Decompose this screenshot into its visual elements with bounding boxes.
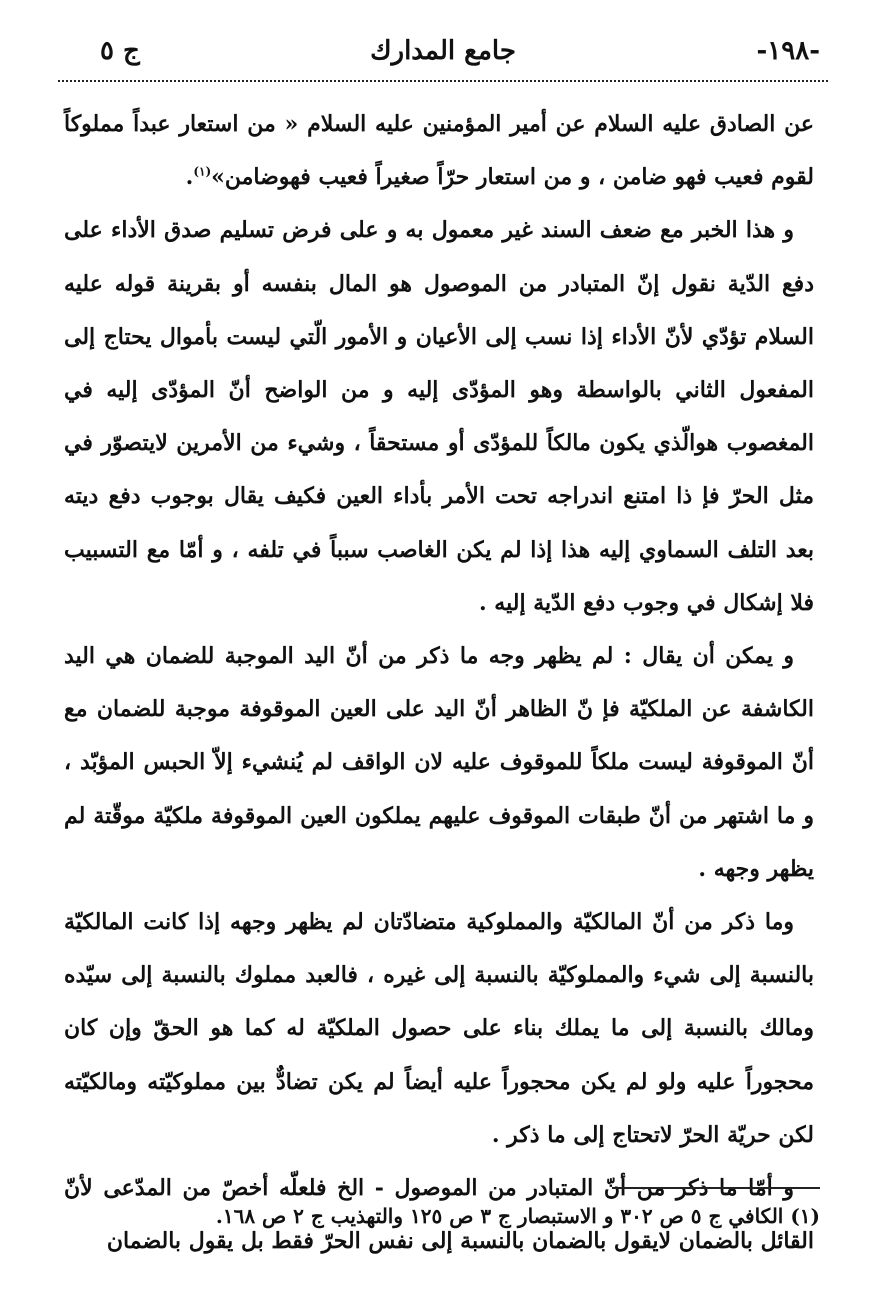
paragraph-3-text: و يمكن أن يقال : لم يظهر وجه ما ذكر من أنّ اليد الموجبة للضمان هي اليد الكاشفة عن الملكيّة فإ نّ الظاهر أنّ اليد على العين الموقوفة موجبة للضمان مع أنّ الموقوفة ليست ملكاً للموقوف عليه لان الواقف لم يُنشيء إلاّ الحبس المؤبّد ، و ما اشتهر من أنّ طبقات الموقوف عليهم يملكون العين الموقوفة ملكيّة موقّتة لم يظهر وجهه .	[64, 643, 814, 882]
paragraph-5-text: و أمّا ما ذكر من أنّ المتبادر من الموصول - الخ فلعلّه أخصّ من المدّعى لأنّ القائل بالضمان لايقول بالضمان بالنسبة إلى نفس الحرّ فقط بل يقول بالضمان	[64, 1175, 814, 1255]
paragraph-1-text: عن الصادق عليه السلام عن أمير المؤمنين عليه السلام « من استعار عبداً مملوكاً لقوم فعيب فهو ضامن ، و من استعار حرّاً صغيراً فعيب فهوضامن»	[64, 111, 814, 191]
volume-label: ج ٥	[100, 36, 140, 66]
paragraph-2	[64, 204, 814, 630]
footnote-reference: (١)	[193, 164, 212, 179]
paragraph-3	[64, 630, 814, 896]
paragraph-1: عن الصادق عليه السلام عن أمير المؤمنين عليه السلام « من استعار عبداً مملوكاً لقوم فعيب فهو ضامن ، و من استعار حرّاً صغيراً فعيب فهوضامن»$^{(١)}$.	[64, 111, 814, 191]
footnote-divider	[612, 1187, 820, 1189]
paragraph-4-text: وما ذكر من أنّ المالكيّة والمملوكية متضادّتان لم يظهر وجهه إذا كانت المالكيّة بالنسبة إلى شيء والمملوكيّة بالنسبة إلى غيره ، فالعبد مملوك بالنسبة إلى سيّده ومالك بالنسبة إلى ما يملك بناء على حصول الملكيّة له كما هو الحقّ وإن كان محجوراً عليه ولو لم يكن محجوراً عليه أيضاً لم يكن تضادٌّ بين مملوكيّته ومالكيّته لكن حريّة الحرّ لاتحتاج إلى ما ذكر .	[64, 909, 814, 1148]
page-number: -١٩٨-	[756, 36, 820, 66]
footnote: (١) الكافي ج ٥ ص ٣٠٢ و الاستبصار ج ٣ ص ١٢٥ والتهذيب ج ٢ ص ١٦٨.	[215, 1204, 820, 1228]
book-title: جامع المدارك	[370, 36, 516, 66]
page-header	[60, 28, 826, 76]
main-text	[64, 98, 814, 1268]
paragraph-2-text: و هذا الخبر مع ضعف السند غير معمول به و على فرض تسليم صدق الأداء على دفع الدّية نقول إنّ المتبادر من الموصول هو المال بنفسه أو بقرينة قوله عليه السلام تؤدّي لأنّ الأداء إذا نسب إلى الأعيان و الأمور الّتي ليست بأموال يحتاج إلى المفعول الثاني بالواسطة وهو المؤدّى إليه و من الواضح أنّ المؤدّى إليه في المغصوب هوالّذي يكون مالكاً للمؤدّى أو مستحقاً ، وشيء من الأمرين لايتصوّر في مثل الحرّ فإ ذا امتنع اندراجه تحت الأمر بأداء العين فكيف يقال بوجوب دفع ديته بعد التلف السماوي إليه هذا إذا لم يكن الغاصب سبباً في تلفه ، و أمّا مع التسبيب فلا إشكال في وجوب دفع الدّية إليه .	[64, 217, 814, 616]
paragraph-4	[64, 896, 814, 1162]
header-divider	[58, 80, 828, 82]
